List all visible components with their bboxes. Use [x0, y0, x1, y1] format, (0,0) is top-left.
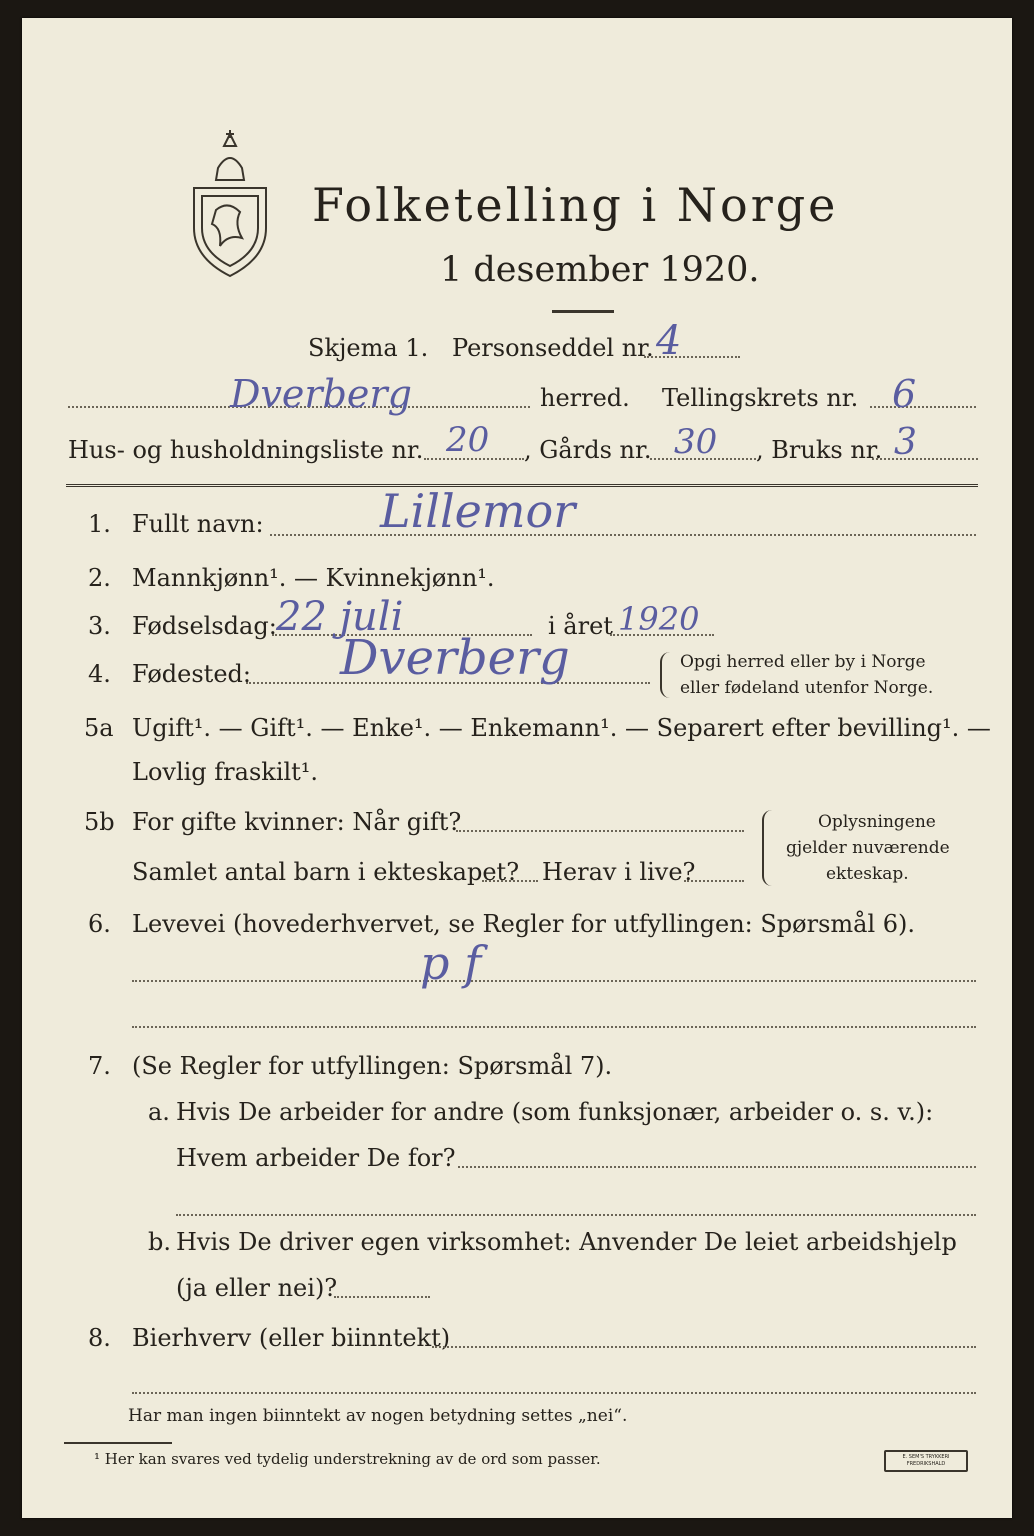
footer-note: Har man ingen biinntekt av nogen betydning settes „nei“. — [128, 1406, 628, 1426]
q7-number: 7. — [88, 1052, 111, 1080]
q3-label: Fødselsdag: — [132, 612, 277, 640]
q8-number: 8. — [88, 1324, 111, 1352]
herred-label: herred. — [540, 384, 630, 412]
q5b-alive-line — [684, 880, 744, 882]
printer-stamp — [884, 1450, 968, 1472]
q3-value: 22 juli — [276, 594, 404, 640]
q5b-note-1: Oplysningene — [818, 812, 936, 832]
q5b-note-2: gjelder nuværende — [786, 838, 950, 858]
q5b-children-line — [482, 880, 538, 882]
q6-line-1 — [132, 980, 976, 982]
q5b-label-3: Herav i live? — [542, 858, 696, 886]
q5a-label: Ugift¹. — Gift¹. — Enke¹. — Enkemann¹. — Separert efter bevilling¹. — — [132, 714, 991, 742]
q7a-label-2: Hvem arbeider De for? — [176, 1144, 456, 1172]
q5b-label: For gifte kvinner: Når gift? — [132, 808, 462, 836]
q4-number: 4. — [88, 660, 111, 688]
q5a-label-2: Lovlig fraskilt¹. — [132, 758, 319, 786]
q7b-letter: b. — [148, 1228, 171, 1256]
q1-line — [270, 534, 976, 536]
q4-label: Fødested: — [132, 660, 251, 688]
bruks-label: , Bruks nr. — [756, 436, 883, 464]
q7b-label-2: (ja eller nei)? — [176, 1274, 338, 1302]
q4-note-1: Opgi herred eller by i Norge — [680, 652, 926, 672]
q3-year-label: i året — [548, 612, 613, 640]
q7a-letter: a. — [148, 1098, 170, 1126]
q4-note-brace — [660, 652, 670, 698]
q1-number: 1. — [88, 510, 111, 538]
q1-value: Lillemor — [380, 484, 576, 538]
bruks-line — [872, 458, 978, 460]
q7a-label: Hvis De arbeider for andre (som funksjonær, arbeider o. s. v.): — [176, 1098, 934, 1126]
q6-line-2 — [132, 1026, 976, 1028]
q8-line-2 — [132, 1392, 976, 1394]
q5b-label-2: Samlet antal barn i ekteskapet? — [132, 858, 520, 886]
personseddel-label: Personseddel nr. — [452, 334, 654, 362]
schema-label: Skjema 1. — [308, 334, 429, 362]
q6-value: p f — [420, 936, 482, 990]
q4-value: Dverberg — [340, 630, 570, 686]
form-title: Folketelling i Norge — [312, 178, 839, 232]
q8-label: Bierhverv (eller biinntekt) — [132, 1324, 451, 1352]
footnote-divider — [64, 1442, 172, 1444]
tellingskrets-label: Tellingskrets nr. — [662, 384, 859, 412]
hus-value: 20 — [446, 420, 490, 460]
q3-number: 3. — [88, 612, 111, 640]
q7a-line-2 — [176, 1214, 976, 1216]
q5b-number: 5b — [84, 808, 115, 836]
q7-label: (Se Regler for utfyllingen: Spørsmål 7). — [132, 1052, 613, 1080]
q5b-note-brace — [762, 810, 772, 886]
gards-label: , Gårds nr. — [524, 436, 652, 464]
q2-number: 2. — [88, 564, 111, 592]
census-date: 1 desember 1920. — [440, 250, 760, 290]
tellingskrets-line — [870, 406, 976, 408]
q6-number: 6. — [88, 910, 111, 938]
q2-label: Mannkjønn¹. — Kvinnekjønn¹. — [132, 564, 495, 592]
q7b-label: Hvis De driver egen virksomhet: Anvender De leiet arbeidshjelp — [176, 1228, 957, 1256]
q3-year-value: 1920 — [618, 600, 700, 638]
q6-label: Levevei (hovederhvervet, se Regler for utfyllingen: Spørsmål 6). — [132, 910, 916, 938]
q5a-number: 5a — [84, 714, 114, 742]
title-divider — [552, 310, 614, 313]
printer-stamp-text: E. SEM'S TRYKKERI FREDRIKSHALD — [902, 1454, 950, 1467]
tellingskrets-value: 6 — [892, 372, 917, 416]
q5b-note-3: ekteskap. — [826, 864, 909, 884]
hus-label: Hus- og husholdningsliste nr. — [68, 436, 424, 464]
norwegian-coat-of-arms-icon — [188, 128, 272, 278]
personseddel-value: 4 — [656, 318, 682, 364]
gards-value: 30 — [674, 422, 718, 462]
q7a-line-1 — [458, 1166, 976, 1168]
q4-note-2: eller fødeland utenfor Norge. — [680, 678, 934, 698]
bruks-value: 3 — [894, 422, 917, 463]
q7b-line — [334, 1296, 430, 1298]
footnote: ¹ Her kan svares ved tydelig understrekning av de ord som passer. — [94, 1450, 601, 1468]
q8-line-1 — [432, 1346, 976, 1348]
q5b-married-line — [456, 830, 744, 832]
q1-label: Fullt navn: — [132, 510, 264, 538]
herred-value: Dverberg — [230, 372, 412, 416]
